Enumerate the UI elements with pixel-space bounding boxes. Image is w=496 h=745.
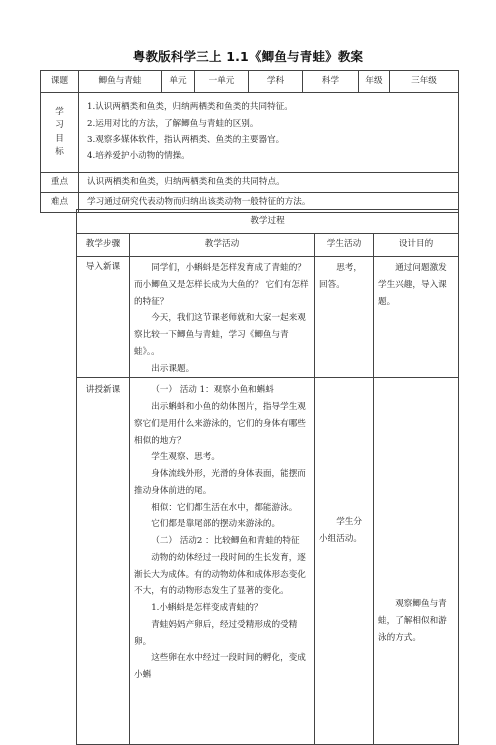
unit-label: 单元 <box>162 71 195 93</box>
intro-activity <box>130 257 315 378</box>
objectives-label: 学习目标 <box>41 93 79 173</box>
lesson-info-table <box>40 70 459 213</box>
lecture-purpose: 观察鲫鱼与青蛙，了解相似和游泳的方式。 <box>374 378 459 745</box>
lecture-paragraph: 相似：它们都生活在水中，都能游泳。 <box>151 502 298 513</box>
objective-item: 2.运用对比的方法，了解鲫鱼与青蛙的区别。 <box>87 118 259 129</box>
header-student: 学生活动 <box>315 234 374 257</box>
intro-paragraph: 出示课题。 <box>151 363 195 374</box>
lecture-paragraph: （一） 活动 1：观察小鱼和蝌蚪 <box>151 385 274 396</box>
objective-item: 4.培养爱护小动物的情操。 <box>87 151 190 162</box>
intro-step: 导入新课 <box>77 257 130 378</box>
key-point-text: 认识两栖类和鱼类，归纳两栖类和鱼类的共同特点。 <box>79 173 459 193</box>
document-title: 粤教版科学三上 1.1《鲫鱼与青蛙》教案 <box>132 49 364 64</box>
intro-student: 思考，回答。 <box>315 257 374 378</box>
header-activity: 教学活动 <box>130 234 315 257</box>
lecture-paragraph: 学生观察、思考。 <box>151 452 220 463</box>
intro-row <box>77 257 459 378</box>
grade-label: 年级 <box>359 71 390 93</box>
lecture-paragraph: 它们都是靠尾部的摆动来游泳的。 <box>151 519 281 530</box>
key-point-row <box>41 173 459 193</box>
lecture-step: 讲授新课 <box>77 378 130 745</box>
grade-value: 三年级 <box>390 71 459 93</box>
subject-value: 科学 <box>303 71 359 93</box>
lecture-paragraph: 出示蝌蚪和小鱼的幼体图片，指导学生观察它们是用什么来游泳的，它们的身体有哪些相似的地方？ <box>134 402 306 446</box>
header-purpose: 设计目的 <box>374 234 459 257</box>
lecture-paragraph: 1.小蝌蚪是怎样变成青蛙的？ <box>151 603 263 613</box>
lecture-row <box>77 378 459 745</box>
difficulty-label: 难点 <box>41 193 79 213</box>
lecture-activity <box>130 378 315 745</box>
objectives-row <box>41 93 459 173</box>
lesson-label: 课题 <box>41 71 79 93</box>
lecture-paragraph: 这些卵在水中经过一段时间的孵化，变成小蝌 <box>134 653 306 680</box>
objective-item: 3.观察多媒体软件，指认两栖类、鱼类的主要器官。 <box>87 135 285 145</box>
subject-label: 学科 <box>249 71 303 93</box>
lesson-value: 鲫鱼与青蛙 <box>79 71 162 93</box>
lecture-paragraph: 青蛙妈妈产卵后，经过受精形成的受精卵。 <box>134 619 298 647</box>
lecture-paragraph: （二） 活动2 ：比较鲫鱼和青蛙的特征 <box>151 536 300 546</box>
difficulty-text: 学习通过研究代表动物而归纳出该类动物一般特征的方法。 <box>79 193 459 213</box>
info-row <box>41 71 459 93</box>
objectives-list <box>79 93 459 173</box>
intro-purpose: 通过问题激发学生兴趣，导入课题。 <box>374 257 459 378</box>
objective-item: 1.认识两栖类和鱼类，归纳两栖类和鱼类的共同特征。 <box>87 102 293 113</box>
intro-paragraph: 今天，我们这节课老师就和大家一起来观察比较一下鲫鱼与青蛙，学习《鲫鱼与青蛙》。。 <box>134 313 306 357</box>
intro-paragraph: 同学们，小蝌蚪是怎样发育成了青蛙的？而小鲫鱼又是怎样长成为大鱼的？ 它们有怎样的特征？ <box>134 263 309 307</box>
header-step: 教学步骤 <box>77 234 130 257</box>
lecture-student: 学生分小组活动。 <box>315 378 374 745</box>
process-title-row <box>77 210 459 234</box>
process-header-row <box>77 234 459 257</box>
unit-value: 一单元 <box>195 71 249 93</box>
lecture-paragraph: 身体流线外形，光滑的身体表面，能摆而推动身体前进的尾。 <box>134 469 306 496</box>
key-point-label: 重点 <box>41 173 79 193</box>
process-title: 教学过程 <box>77 210 459 234</box>
lecture-paragraph: 动物的幼体经过一段时间的生长发育，逐渐长大为成体。有的动物幼体和成体形态变化不大，有的动物形态发生了显著的变化。 <box>134 552 306 597</box>
process-table <box>76 209 459 745</box>
